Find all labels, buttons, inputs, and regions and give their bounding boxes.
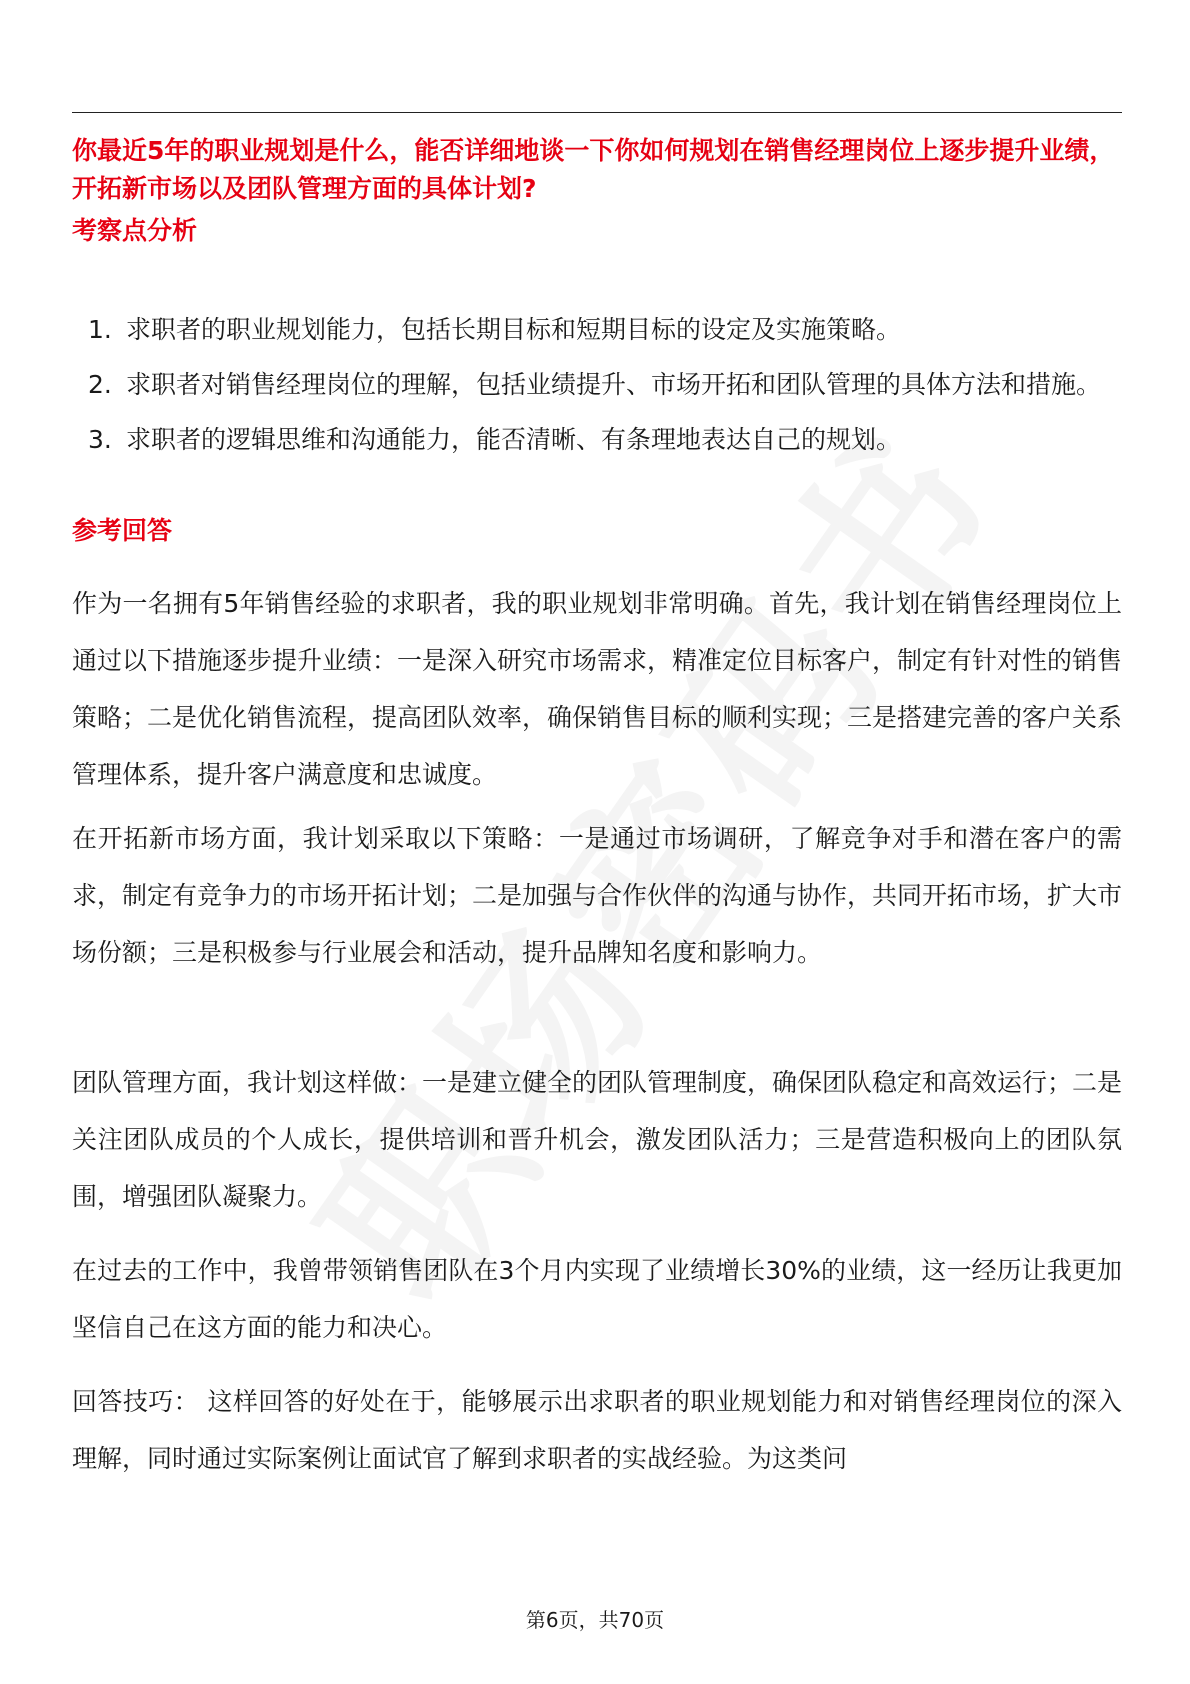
analysis-point (72, 412, 1122, 467)
point-text: 求职者的职业规划能力，包括长期目标和短期目标的设定及实施策略。 (126, 315, 902, 344)
analysis-point (72, 302, 1122, 357)
point-text: 求职者对销售经理岗位的理解，包括业绩提升、市场开拓和团队管理的具体方法和措施。 (126, 370, 1102, 399)
answer-paragraph: 在过去的工作中，我曾带领销售团队在3个月内实现了业绩增长30%的业绩，这一经历让我更加坚信自己在这方面的能力和决心。 (72, 1256, 1122, 1342)
analysis-heading: 考察点分析 (72, 216, 198, 245)
analysis-points-list (72, 302, 1122, 467)
point-text: 求职者的逻辑思维和沟通能力，能否清晰、有条理地表达自己的规划。 (126, 425, 902, 454)
analysis-point (72, 357, 1122, 412)
answer-paragraph: 团队管理方面，我计划这样做：一是建立健全的团队管理制度，确保团队稳定和高效运行；二是关注团队成员的个人成长，提供培训和晋升机会，激发团队活力；三是营造积极向上的团队氛围，增强团队凝聚力。 (72, 1068, 1123, 1211)
point-number: 3. (88, 425, 112, 454)
answer-paragraph: 作为一名拥有5年销售经验的求职者，我的职业规划非常明确。首先，我计划在销售经理岗位上通过以下措施逐步提升业绩：一是深入研究市场需求，精准定位目标客户，制定有针对性的销售策略；二是优化销售流程，提高团队效率，确保销售目标的顺利实现；三是搭建完善的客户关系管理体系，提升客户满意度和忠诚度。 (72, 589, 1123, 789)
header-divider (72, 112, 1122, 113)
answer-paragraph: 在开拓新市场方面，我计划采取以下策略：一是通过市场调研，了解竞争对手和潜在客户的需求，制定有竞争力的市场开拓计划；二是加强与合作伙伴的沟通与协作，共同开拓市场，扩大市场份额；三是积极参与行业展会和活动，提升品牌知名度和影响力。 (72, 824, 1123, 967)
answer-tip-paragraph: 回答技巧： 这样回答的好处在于，能够展示出求职者的职业规划能力和对销售经理岗位的深入理解，同时通过实际案例让面试官了解到求职者的实战经验。为这类问 (72, 1387, 1122, 1473)
page-number: 第6页，共70页 (525, 1608, 665, 1632)
answer-heading: 参考回答 (72, 516, 173, 545)
point-number: 1. (88, 315, 112, 344)
point-number: 2. (88, 370, 112, 399)
question-title: 你最近5年的职业规划是什么，能否详细地谈一下你如何规划在销售经理岗位上逐步提升业绩，开拓新市场以及团队管理方面的具体计划? (72, 136, 1115, 203)
